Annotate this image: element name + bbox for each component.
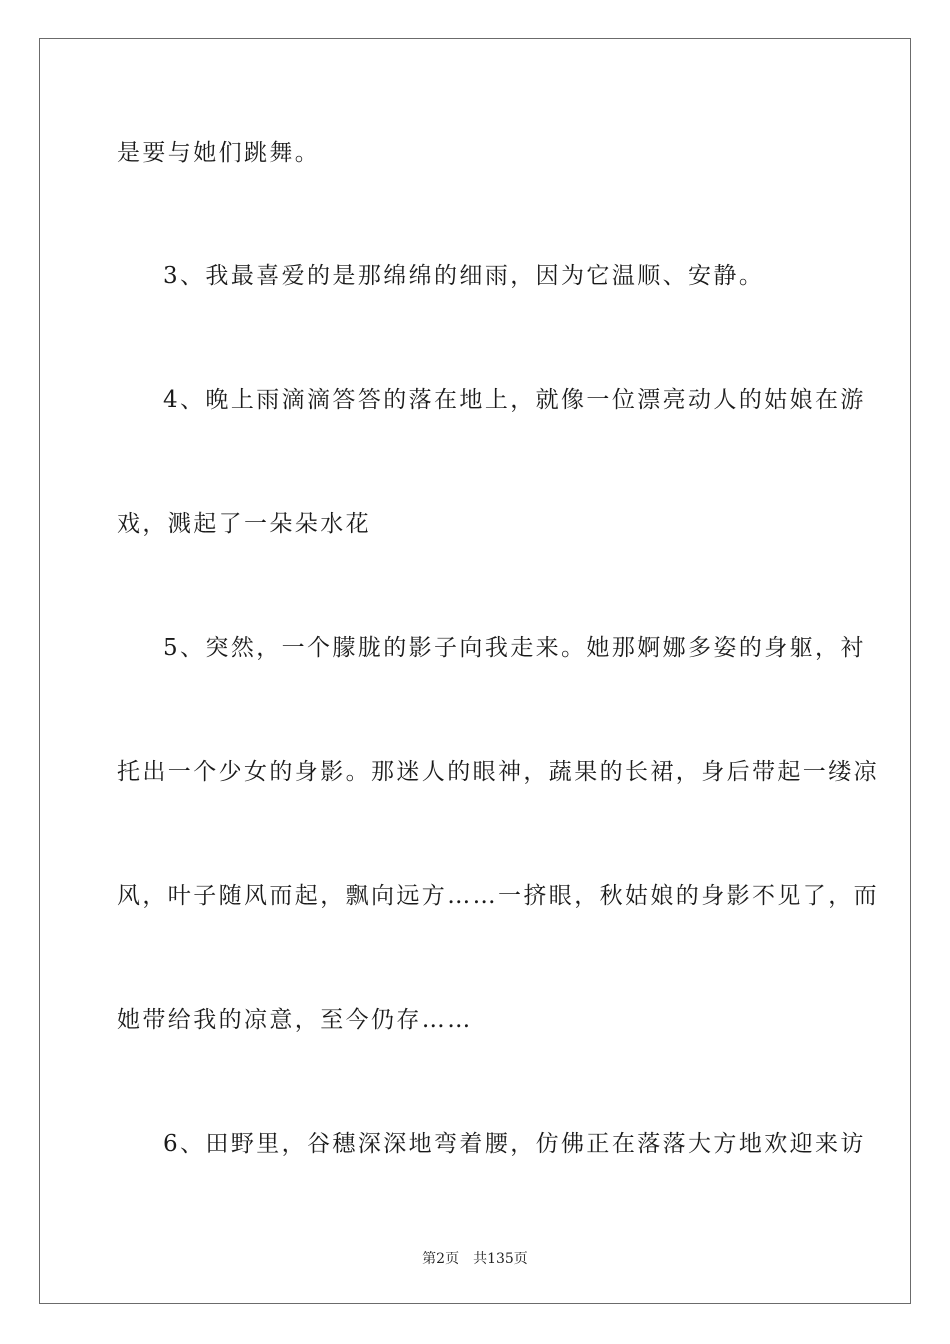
page-border <box>39 38 911 1304</box>
text-line: 3、我最喜爱的是那绵绵的细雨，因为它温顺、安静。 <box>163 263 765 289</box>
page-number-footer: 第2页 共135页 <box>422 1251 528 1267</box>
text-line: 5、突然，一个朦胧的影子向我走来。她那婀娜多姿的身躯，衬 <box>163 635 866 661</box>
text-line: 她带给我的凉意，至今仍存…… <box>117 1007 473 1033</box>
text-line: 4、晚上雨滴滴答答的落在地上，就像一位漂亮动人的姑娘在游 <box>163 387 866 413</box>
text-line: 托出一个少女的身影。那迷人的眼神，蔬果的长裙，身后带起一缕凉 <box>117 759 879 785</box>
text-line: 风，叶子随风而起，飘向远方……一挤眼，秋姑娘的身影不见了，而 <box>117 883 879 909</box>
text-line: 是要与她们跳舞。 <box>117 140 321 166</box>
text-line: 戏，溅起了一朵朵水花 <box>117 511 371 537</box>
text-line: 6、田野里，谷穗深深地弯着腰，仿佛正在落落大方地欢迎来访 <box>163 1131 866 1157</box>
